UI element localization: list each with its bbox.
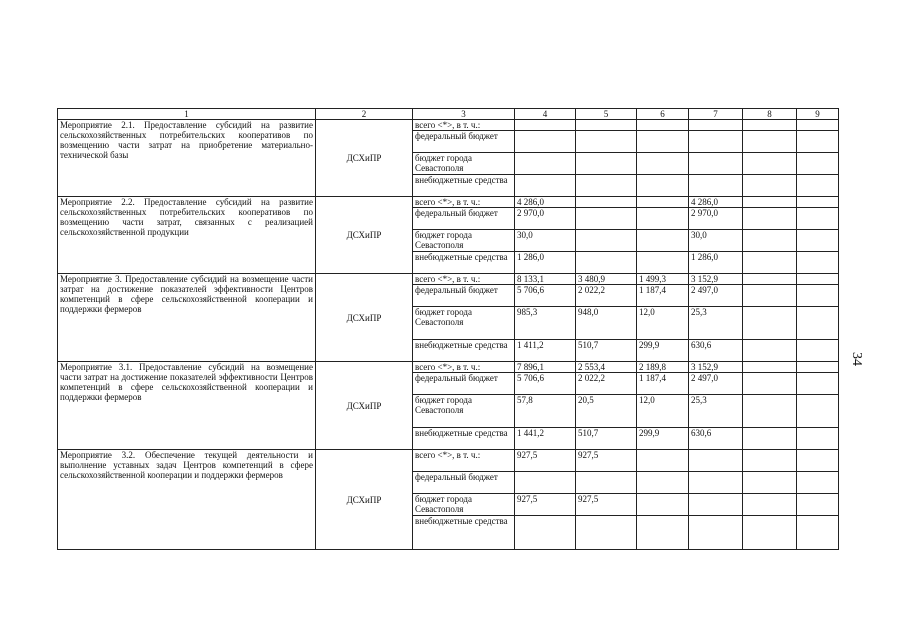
value-cell: [576, 230, 637, 252]
funding-source: федеральный бюджет: [413, 373, 515, 395]
header-cell: 8: [743, 109, 797, 120]
value-cell: [689, 131, 743, 153]
funding-source: федеральный бюджет: [413, 131, 515, 153]
value-cell: 1 286,0: [689, 252, 743, 274]
value-cell: [576, 153, 637, 175]
value-cell: [797, 230, 839, 252]
header-cell: 9: [797, 109, 839, 120]
value-cell: [797, 208, 839, 230]
funding-source: федеральный бюджет: [413, 208, 515, 230]
value-cell: [797, 197, 839, 208]
value-cell: [743, 120, 797, 131]
value-cell: 30,0: [689, 230, 743, 252]
value-cell: [637, 208, 689, 230]
value-cell: 2 189,8: [637, 362, 689, 373]
value-cell: 299,9: [637, 428, 689, 450]
value-cell: [797, 285, 839, 307]
value-cell: [743, 362, 797, 373]
executor-cell: ДСХиПР: [316, 197, 413, 274]
value-cell: [576, 472, 637, 494]
value-cell: [637, 131, 689, 153]
value-cell: [637, 153, 689, 175]
value-cell: [797, 450, 839, 472]
value-cell: [637, 120, 689, 131]
funding-source: бюджет города Севастополя: [413, 494, 515, 516]
value-cell: [637, 494, 689, 516]
value-cell: [743, 230, 797, 252]
value-cell: 4 286,0: [515, 197, 576, 208]
value-cell: 1 286,0: [515, 252, 576, 274]
value-cell: [743, 197, 797, 208]
header-cell: 3: [413, 109, 515, 120]
value-cell: 5 706,6: [515, 285, 576, 307]
funding-source: внебюджетные средства: [413, 428, 515, 450]
value-cell: 4 286,0: [689, 197, 743, 208]
value-cell: 299,9: [637, 340, 689, 362]
funding-source: всего <*>, в т. ч.:: [413, 197, 515, 208]
funding-source: бюджет города Севастополя: [413, 307, 515, 340]
value-cell: 20,5: [576, 395, 637, 428]
value-cell: [515, 153, 576, 175]
value-cell: [576, 120, 637, 131]
value-cell: 8 133,1: [515, 274, 576, 285]
measure-title: Мероприятие 3.2. Обеспечение текущей деятельности и выполнение уставных задач Центров компетенций в сфере сельскохозяйственной кооперации и поддержки фермеров: [58, 450, 316, 550]
executor-cell: ДСХиПР: [316, 120, 413, 197]
measure-title: Мероприятие 3.1. Предоставление субсидий на возмещение части затрат на достижение показателей эффективности Центров компетенций в сфере сельскохозяйственной кооперации и поддержки фермеров: [58, 362, 316, 450]
measure-title: Мероприятие 3. Предоставление субсидий на возмещение части затрат на достижение показателей эффективности Центров компетенций в сфере сельскохозяйственной кооперации и поддержки фермеров: [58, 274, 316, 362]
value-cell: [797, 472, 839, 494]
value-cell: [797, 373, 839, 395]
value-cell: [743, 252, 797, 274]
value-cell: 7 896,1: [515, 362, 576, 373]
value-cell: [797, 428, 839, 450]
value-cell: 2 022,2: [576, 373, 637, 395]
value-cell: [743, 373, 797, 395]
value-cell: 12,0: [637, 307, 689, 340]
funding-source: бюджет города Севастополя: [413, 153, 515, 175]
value-cell: 1 411,2: [515, 340, 576, 362]
value-cell: [515, 131, 576, 153]
value-cell: [637, 175, 689, 197]
value-cell: 927,5: [515, 494, 576, 516]
value-cell: [689, 472, 743, 494]
funding-source: всего <*>, в т. ч.:: [413, 274, 515, 285]
header-cell: 2: [316, 109, 413, 120]
funding-source: внебюджетные средства: [413, 516, 515, 550]
value-cell: [797, 120, 839, 131]
value-cell: 1 187,4: [637, 285, 689, 307]
funding-source: всего <*>, в т. ч.:: [413, 450, 515, 472]
value-cell: [637, 197, 689, 208]
value-cell: 927,5: [515, 450, 576, 472]
header-cell: 7: [689, 109, 743, 120]
funding-source: бюджет города Севастополя: [413, 230, 515, 252]
funding-source: внебюджетные средства: [413, 340, 515, 362]
value-cell: [689, 450, 743, 472]
value-cell: [743, 208, 797, 230]
value-cell: [797, 395, 839, 428]
funding-source: бюджет города Севастополя: [413, 395, 515, 428]
funding-source: всего <*>, в т. ч.:: [413, 120, 515, 131]
value-cell: [797, 362, 839, 373]
value-cell: 2 970,0: [515, 208, 576, 230]
value-cell: 927,5: [576, 450, 637, 472]
funding-table: [57, 108, 839, 550]
value-cell: [797, 307, 839, 340]
value-cell: [576, 208, 637, 230]
value-cell: [743, 285, 797, 307]
value-cell: [576, 252, 637, 274]
value-cell: [637, 230, 689, 252]
value-cell: 2 497,0: [689, 285, 743, 307]
header-cell: 1: [58, 109, 316, 120]
value-cell: [743, 472, 797, 494]
value-cell: [743, 131, 797, 153]
value-cell: 5 706,6: [515, 373, 576, 395]
value-cell: [743, 307, 797, 340]
value-cell: [637, 450, 689, 472]
value-cell: [797, 494, 839, 516]
value-cell: [797, 175, 839, 197]
value-cell: 2 497,0: [689, 373, 743, 395]
value-cell: [515, 120, 576, 131]
value-cell: 12,0: [637, 395, 689, 428]
measure-title: Мероприятие 2.1. Предоставление субсидий на развитие сельскохозяйственных потребительских кооперативов по возмещению части затрат на приобретение материально-технической базы: [58, 120, 316, 197]
value-cell: 630,6: [689, 340, 743, 362]
value-cell: [743, 274, 797, 285]
table-row: [58, 120, 839, 131]
value-cell: 985,3: [515, 307, 576, 340]
executor-cell: ДСХиПР: [316, 450, 413, 550]
value-cell: [689, 175, 743, 197]
value-cell: 25,3: [689, 395, 743, 428]
value-cell: [797, 340, 839, 362]
value-cell: [515, 516, 576, 550]
value-cell: [743, 516, 797, 550]
value-cell: [576, 175, 637, 197]
value-cell: [515, 175, 576, 197]
value-cell: [637, 516, 689, 550]
header-row: [58, 109, 839, 120]
value-cell: 3 152,9: [689, 274, 743, 285]
value-cell: 57,8: [515, 395, 576, 428]
value-cell: [743, 153, 797, 175]
value-cell: [689, 153, 743, 175]
value-cell: [576, 516, 637, 550]
table-row: [58, 197, 839, 208]
value-cell: [689, 494, 743, 516]
value-cell: [637, 472, 689, 494]
value-cell: 3 152,9: [689, 362, 743, 373]
table-row: [58, 362, 839, 373]
value-cell: [637, 252, 689, 274]
page-number: 34: [849, 352, 864, 366]
value-cell: 630,6: [689, 428, 743, 450]
table-row: [58, 274, 839, 285]
value-cell: [689, 516, 743, 550]
value-cell: 948,0: [576, 307, 637, 340]
value-cell: [797, 274, 839, 285]
value-cell: [743, 175, 797, 197]
value-cell: 1 187,4: [637, 373, 689, 395]
value-cell: 30,0: [515, 230, 576, 252]
executor-cell: ДСХиПР: [316, 274, 413, 362]
value-cell: 2 970,0: [689, 208, 743, 230]
value-cell: 2 022,2: [576, 285, 637, 307]
funding-source: всего <*>, в т. ч.:: [413, 362, 515, 373]
value-cell: 25,3: [689, 307, 743, 340]
value-cell: [743, 494, 797, 516]
value-cell: 510,7: [576, 340, 637, 362]
value-cell: [743, 428, 797, 450]
value-cell: [797, 516, 839, 550]
value-cell: 1 499,3: [637, 274, 689, 285]
value-cell: [743, 395, 797, 428]
table-body: [58, 109, 839, 550]
value-cell: [576, 197, 637, 208]
value-cell: [689, 120, 743, 131]
value-cell: [576, 131, 637, 153]
value-cell: 510,7: [576, 428, 637, 450]
value-cell: [797, 131, 839, 153]
funding-source: внебюджетные средства: [413, 175, 515, 197]
funding-source: внебюджетные средства: [413, 252, 515, 274]
value-cell: 927,5: [576, 494, 637, 516]
value-cell: [797, 252, 839, 274]
funding-source: федеральный бюджет: [413, 285, 515, 307]
value-cell: [515, 472, 576, 494]
header-cell: 6: [637, 109, 689, 120]
header-cell: 5: [576, 109, 637, 120]
value-cell: [743, 450, 797, 472]
funding-source: федеральный бюджет: [413, 472, 515, 494]
value-cell: 3 480,9: [576, 274, 637, 285]
value-cell: 1 441,2: [515, 428, 576, 450]
measure-title: Мероприятие 2.2. Предоставление субсидий на развитие сельскохозяйственных потребительских кооперативов по возмещению части затрат, связанных с реализацией сельскохозяйственной продукции: [58, 197, 316, 274]
executor-cell: ДСХиПР: [316, 362, 413, 450]
header-cell: 4: [515, 109, 576, 120]
value-cell: 2 553,4: [576, 362, 637, 373]
value-cell: [797, 153, 839, 175]
table-row: [58, 450, 839, 472]
value-cell: [743, 340, 797, 362]
